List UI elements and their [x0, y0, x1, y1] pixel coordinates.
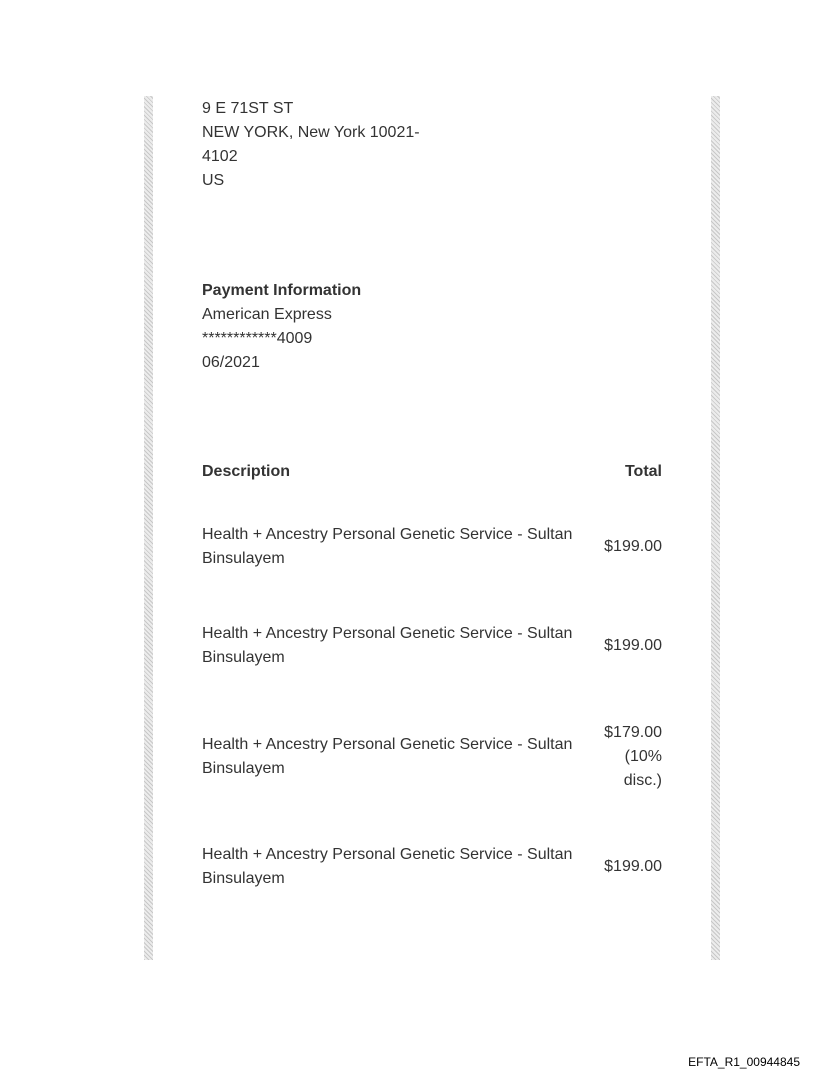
item-description-line-1: Health + Ancestry Personal Genetic Service - Sultan — [202, 625, 573, 642]
item-total-line-2: (10% — [624, 748, 662, 765]
item-total-line-1: $179.00 — [604, 724, 662, 741]
item-total-line-1: $199.00 — [604, 538, 662, 555]
total-header: Total — [624, 463, 662, 480]
item-description-line-1: Health + Ancestry Personal Genetic Service - Sultan — [202, 846, 573, 863]
item-description-line-2: Binsulayem — [202, 649, 285, 666]
item-total — [604, 855, 662, 879]
item-description-line-1: Health + Ancestry Personal Genetic Service - Sultan — [202, 526, 573, 543]
order-table-header — [202, 460, 662, 484]
table-row — [202, 523, 662, 571]
item-description-line-1: Health + Ancestry Personal Genetic Service - Sultan — [202, 736, 573, 753]
item-total — [604, 721, 662, 793]
left-border-bar — [144, 96, 153, 960]
item-total — [604, 535, 662, 559]
table-row — [202, 843, 662, 891]
payment-heading: Payment Information — [202, 282, 362, 299]
item-description — [202, 843, 587, 891]
description-header: Description — [202, 463, 291, 480]
payment-information — [202, 279, 361, 375]
item-total — [604, 634, 662, 658]
item-description — [202, 622, 587, 670]
right-border-bar — [711, 96, 720, 960]
item-description-line-2: Binsulayem — [202, 550, 285, 567]
card-expiry: 06/2021 — [202, 354, 260, 371]
item-description — [202, 733, 587, 781]
item-description-line-2: Binsulayem — [202, 760, 285, 777]
item-total-line-1: $199.00 — [604, 637, 662, 654]
item-total-line-3: disc.) — [623, 772, 662, 789]
card-number: ************4009 — [202, 330, 313, 347]
item-description-line-2: Binsulayem — [202, 870, 285, 887]
card-type: American Express — [202, 306, 332, 323]
item-total-line-1: $199.00 — [604, 858, 662, 875]
table-row — [202, 721, 662, 793]
address-line-3: 4102 — [202, 148, 238, 165]
shipping-address — [202, 97, 420, 193]
document-id: EFTA_R1_00944845 — [688, 1055, 800, 1069]
item-description — [202, 523, 587, 571]
address-line-4: US — [202, 172, 225, 189]
table-row — [202, 622, 662, 670]
address-line-1: 9 E 71ST ST — [202, 100, 294, 117]
address-line-2: NEW YORK, New York 10021- — [202, 124, 420, 141]
